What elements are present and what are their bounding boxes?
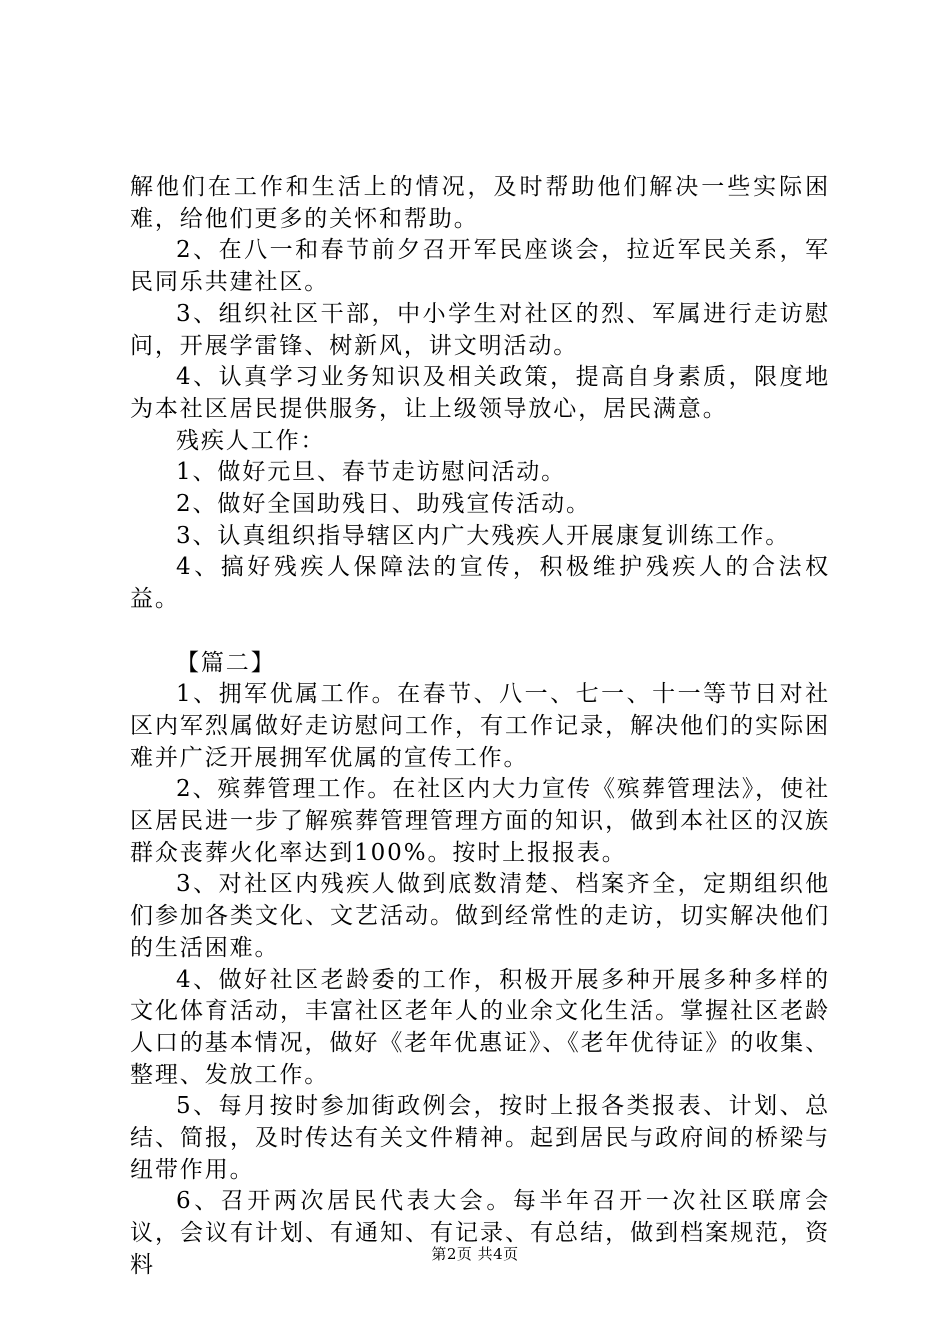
paragraph-item: 6、召开两次居民代表大会。每半年召开一次社区联席会议，会议有计划、有通知、有记录、有总结，做到档案规范，资料 — [130, 1188, 830, 1278]
paragraph-item: 3、组织社区干部，中小学生对社区的烈、军属进行走访慰问，开展学雷锋、树新风，讲文明活动。 — [130, 300, 830, 359]
paragraph-item: 2、殡葬管理工作。在社区内大力宣传《殡葬管理法》，使社区居民进一步了解殡葬管理管理方面的知识，做到本社区的汉族群众丧葬火化率达到100%。按时上报报表。 — [130, 776, 830, 866]
section-subheading: 残疾人工作： — [176, 427, 326, 454]
paragraph-item: 2、做好全国助残日、助残宣传活动。 — [176, 491, 591, 518]
section-title: 【篇二】 — [176, 649, 276, 676]
paragraph-item: 4、认真学习业务知识及相关政策，提高自身素质，限度地为本社区居民提供服务，让上级领导放心，居民满意。 — [130, 364, 830, 422]
paragraph-item: 1、做好元旦、春节走访慰问活动。 — [176, 459, 567, 486]
page-number-footer: 第2页 共4页 — [431, 1245, 519, 1263]
paragraph-item: 3、认真组织指导辖区内广大残疾人开展康复训练工作。 — [176, 522, 791, 549]
paragraph-item: 3、对社区内残疾人做到底数清楚、档案齐全，定期组织他们参加各类文化、文艺活动。做到经常性的走访，切实解决他们的生活困难。 — [130, 871, 830, 961]
document-body — [130, 172, 830, 1282]
paragraph-item: 1、拥军优属工作。在春节、八一、七一、十一等节日对社区内军烈属做好走访慰问工作，有工作记录，解决他们的实际困难并广泛开展拥军优属的宣传工作。 — [130, 681, 830, 771]
paragraph-continued: 解他们在工作和生活上的情况，及时帮助他们解决一些实际困难，给他们更多的关怀和帮助。 — [130, 174, 830, 232]
paragraph-item: 4、做好社区老龄委的工作，积极开展多种开展多种多样的文化体育活动，丰富社区老年人的业余文化生活。掌握社区老龄人口的基本情况，做好《老年优惠证》、《老年优待证》的收集、整理、发放工作。 — [130, 966, 830, 1088]
paragraph-item: 5、每月按时参加街政例会，按时上报各类报表、计划、总结、简报，及时传达有关文件精神。起到居民与政府间的桥梁与纽带作用。 — [130, 1093, 830, 1183]
section-gap — [130, 616, 830, 648]
paragraph-item: 4、搞好残疾人保障法的宣传，积极维护残疾人的合法权益。 — [130, 554, 830, 613]
paragraph-item: 2、在八一和春节前夕召开军民座谈会，拉近军民关系，军民同乐共建社区。 — [130, 237, 830, 296]
